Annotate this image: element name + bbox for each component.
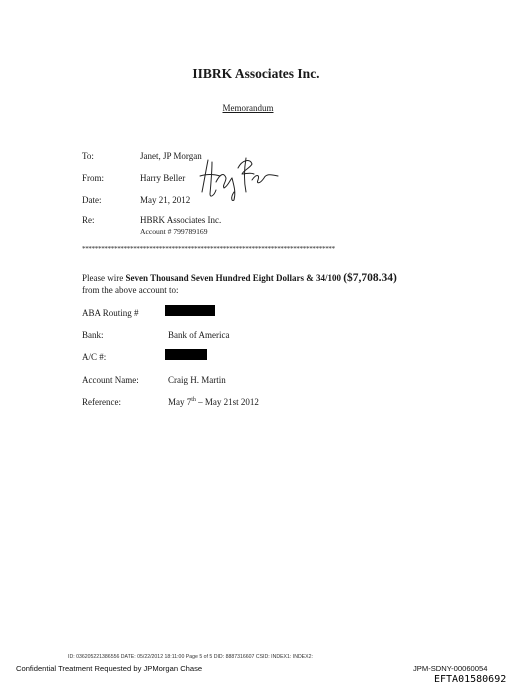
confidential-notice: Confidential Treatment Requested by JPMorgan Chase	[16, 664, 203, 673]
bank-value: Bank of America	[168, 330, 230, 340]
wire-prefix: Please wire	[82, 273, 126, 283]
signature-image	[192, 152, 282, 204]
wire-amount-number: ($7,708.34)	[343, 272, 397, 284]
account-number-label: A/C #:	[82, 352, 107, 362]
redaction-bar	[165, 305, 215, 316]
document-id: JPM-SDNY-00060054	[413, 664, 488, 673]
wire-amount-words: Seven Thousand Seven Hundred Eight Dollars & 34/100	[125, 273, 341, 283]
date-value: May 21, 2012	[140, 195, 191, 205]
reference-value	[168, 397, 259, 407]
reference-start: May 7	[168, 397, 192, 407]
wire-instruction	[82, 272, 397, 284]
re-label: Re:	[82, 215, 95, 225]
to-label: To:	[82, 151, 94, 161]
bates-number: EFTA01580692	[434, 674, 507, 685]
reference-end: – May 21st 2012	[195, 397, 259, 407]
company-name: IIBRK Associates Inc.	[192, 66, 320, 81]
redaction-bar	[165, 349, 207, 360]
account-name-value: Craig H. Martin	[168, 375, 226, 385]
account-name-label: Account Name:	[82, 375, 139, 385]
re-value-account: Account # 799789169	[140, 227, 208, 236]
reference-label: Reference:	[82, 397, 121, 407]
reference-sup: th	[191, 397, 196, 403]
aba-routing-label: ABA Routing #	[82, 308, 139, 318]
fax-header-line: ID: 036205221386556 DATE: 05/22/2012 18:11:00 Page 5 of 5 DID: 8887316607 CSID: INDEX1: INDEX2:	[68, 654, 313, 660]
wire-line2: from the above account to:	[82, 285, 179, 295]
memo-title: Memorandum	[222, 103, 274, 113]
date-label: Date:	[82, 195, 102, 205]
bank-label: Bank:	[82, 330, 104, 340]
re-value-company: HBRK Associates Inc.	[140, 215, 222, 225]
from-value: Harry Beller	[140, 173, 186, 183]
from-label: From:	[82, 173, 105, 183]
to-value: Janet, JP Morgan	[140, 151, 202, 161]
separator-line: *******************************************************************************	[82, 245, 335, 253]
